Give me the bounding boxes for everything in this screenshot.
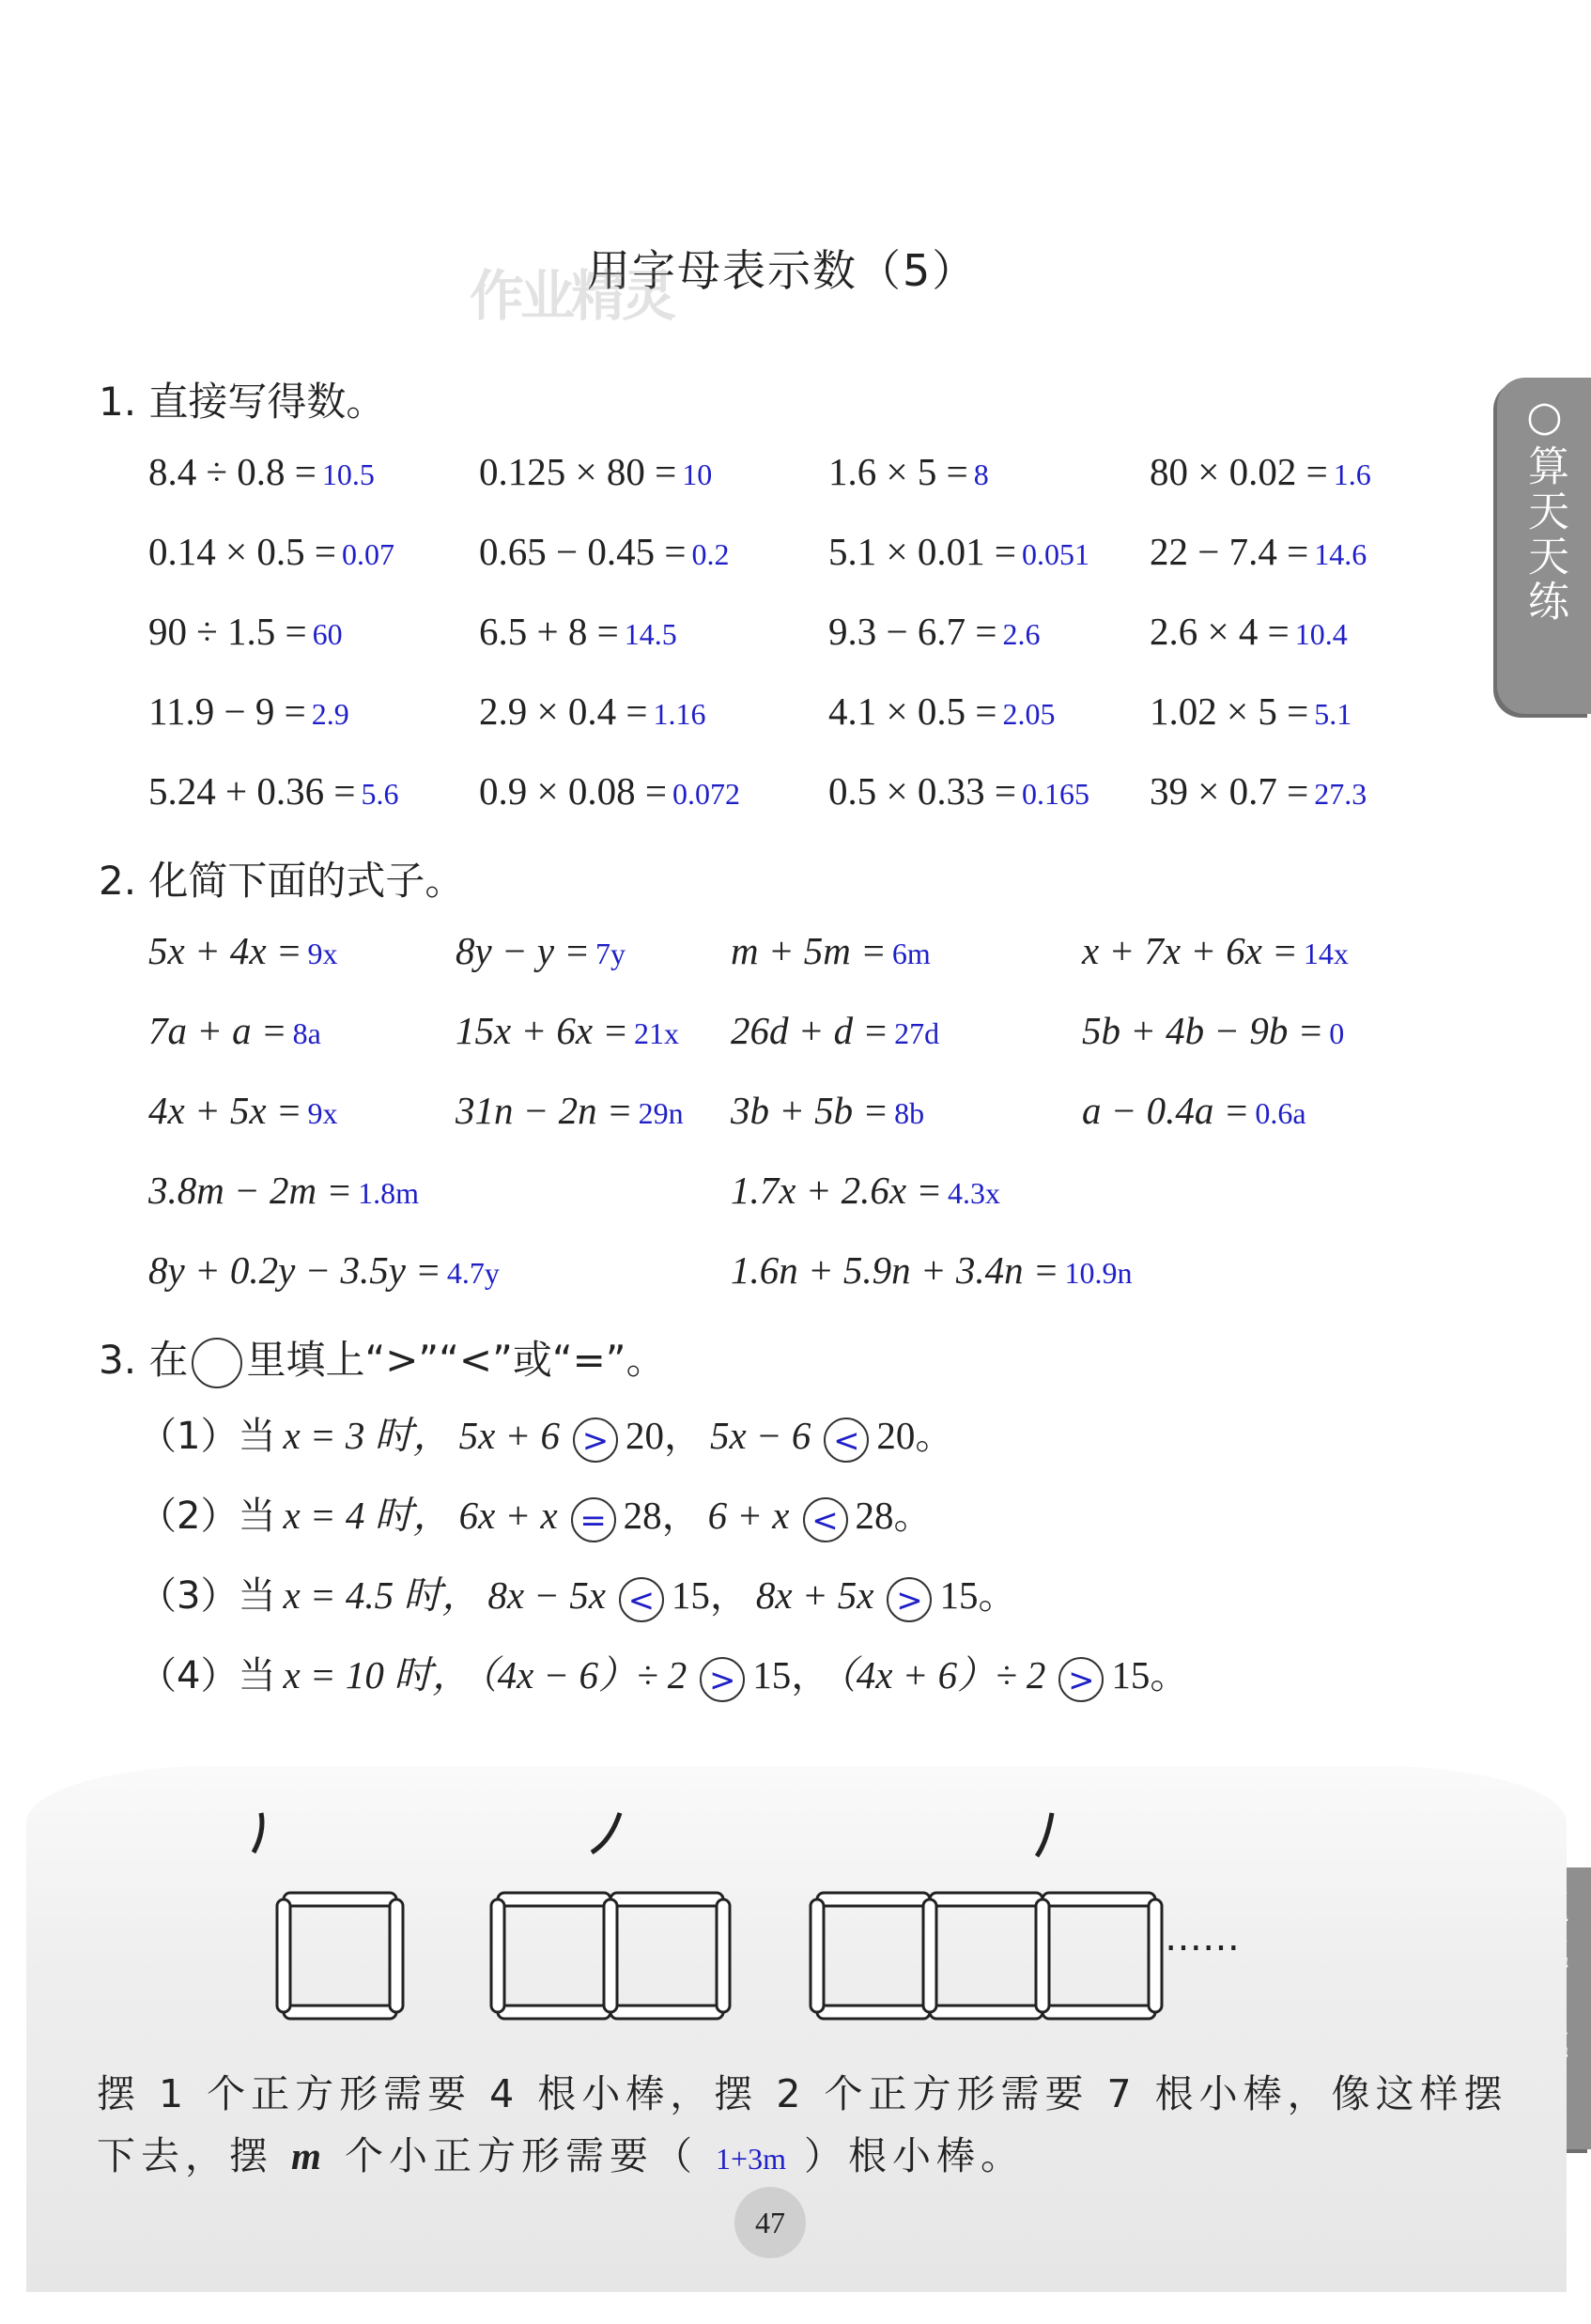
answer[interactable]: 10.9n	[1064, 1256, 1133, 1290]
simplify-item	[731, 928, 931, 973]
expression: 11.9 − 9 =	[148, 689, 306, 733]
simplify-item	[731, 1247, 1133, 1293]
answer[interactable]: 14x	[1303, 937, 1349, 970]
simplify-item	[456, 1088, 684, 1133]
answer[interactable]: 29n	[638, 1096, 684, 1130]
answer[interactable]: 8a	[292, 1016, 321, 1050]
stick	[817, 1893, 930, 1906]
text: 下去，摆	[97, 2133, 273, 2178]
calc-item	[479, 529, 730, 574]
calc-item	[148, 449, 375, 494]
answer[interactable]: 9x	[307, 937, 338, 970]
answer[interactable]: 27d	[894, 1016, 940, 1050]
expression: 0.14 × 0.5 =	[148, 530, 336, 573]
left-expression: 6 + x	[707, 1494, 790, 1537]
simplify-item	[731, 1008, 939, 1053]
stick	[930, 2006, 1043, 2019]
section-heading: 1. 直接写得数。	[99, 379, 386, 425]
expression: 4x + 5x =	[148, 1089, 302, 1132]
stick	[1043, 2006, 1155, 2019]
answer[interactable]: 5.6	[361, 777, 399, 811]
answer[interactable]: 1.16	[653, 697, 706, 731]
stick	[491, 1899, 504, 2012]
answer[interactable]: 0	[1329, 1016, 1345, 1050]
stick	[1149, 1899, 1162, 2012]
expression: 22 − 7.4 =	[1150, 530, 1309, 573]
simplify-item	[456, 928, 626, 973]
answer[interactable]: 8b	[894, 1096, 925, 1130]
answer[interactable]: 9x	[307, 1096, 338, 1130]
simplify-item	[148, 928, 337, 973]
expression: 80 × 0.02 =	[1150, 450, 1328, 493]
stick	[498, 1893, 610, 1906]
calc-item	[828, 529, 1089, 574]
answer[interactable]: 1.6	[1333, 457, 1371, 491]
simplify-item	[148, 1008, 321, 1053]
compare-item	[139, 1484, 940, 1542]
expression: 6.5 + 8 =	[479, 610, 619, 653]
answer[interactable]: 7y	[595, 937, 626, 970]
calc-item	[1150, 529, 1367, 574]
expression: 1.6 × 5 =	[828, 450, 968, 493]
right-value: 15。	[939, 1573, 1017, 1617]
stroke-mark	[1037, 1813, 1052, 1856]
left-expression: 5x + 6	[458, 1414, 560, 1457]
expression: 15x + 6x =	[456, 1009, 628, 1052]
right-value: 15，	[671, 1573, 749, 1617]
challenge-line-1: 摆 1 个正方形需要 4 根小棒，摆 2 个正方形需要 7 根小棒，像这样摆	[97, 2071, 1508, 2116]
calc-item	[1150, 609, 1348, 654]
variable: m	[291, 2134, 327, 2177]
answer[interactable]: 60	[312, 617, 343, 651]
watermark: 作业精灵	[470, 264, 673, 328]
right-value: 28，	[623, 1494, 701, 1537]
condition: x = 10 时，	[283, 1653, 471, 1697]
side-tab-label: ○算天天练	[1521, 393, 1568, 625]
item-label: （4）当	[139, 1654, 276, 1697]
answer[interactable]: 21x	[633, 1016, 679, 1050]
expression: 31n − 2n =	[456, 1089, 633, 1132]
calc-item	[479, 689, 706, 734]
three-squares-figure	[811, 1893, 1162, 2019]
expression: 2.6 × 4 =	[1150, 610, 1290, 653]
answer[interactable]: 0.6a	[1255, 1096, 1306, 1130]
stick	[390, 1899, 403, 2012]
expression: x + 7x + 6x =	[1082, 929, 1298, 972]
stick	[1036, 1899, 1049, 2012]
challenge-line-2	[97, 2125, 1025, 2180]
stroke-mark	[254, 1813, 262, 1852]
answer[interactable]: 10.4	[1294, 617, 1348, 651]
expression: m + 5m =	[731, 929, 887, 972]
right-value: 15。	[1111, 1653, 1189, 1697]
expression: 5.24 + 0.36 =	[148, 769, 356, 813]
circle-placeholder	[192, 1338, 242, 1388]
section-heading	[99, 1329, 666, 1388]
compare-circle[interactable]: <	[824, 1418, 869, 1463]
compare-item	[139, 1564, 1024, 1622]
condition: x = 3 时，	[283, 1414, 452, 1457]
calc-item	[148, 768, 399, 813]
expression: 4.1 × 0.5 =	[828, 689, 997, 733]
item-label: （2）当	[139, 1495, 276, 1538]
page-title: 用字母表示数（5）	[587, 245, 978, 296]
expression: 1.7x + 2.6x =	[731, 1169, 942, 1212]
expression: 8y − y =	[456, 929, 590, 972]
decorative-strokes	[244, 1804, 1089, 1879]
stick	[811, 1899, 824, 2012]
heading-text: 3. 在	[99, 1337, 189, 1383]
expression: 39 × 0.7 =	[1150, 769, 1309, 813]
answer[interactable]: 14.6	[1314, 537, 1367, 571]
calc-item	[479, 449, 712, 494]
heading-text: 里填上“>”“<”或“=”。	[246, 1337, 666, 1383]
expression: 90 ÷ 1.5 =	[148, 610, 307, 653]
compare-item	[139, 1644, 1196, 1702]
answer[interactable]: 0.072	[672, 777, 740, 811]
calc-item	[828, 768, 1089, 813]
simplify-item	[1082, 1088, 1306, 1133]
compare-circle[interactable]: <	[803, 1497, 848, 1542]
answer[interactable]: 10	[682, 457, 713, 491]
side-tab-daily-practice[interactable]	[1497, 378, 1591, 714]
calc-item	[828, 449, 989, 494]
answer[interactable]: 0.07	[342, 537, 394, 571]
two-squares-figure	[491, 1893, 730, 2019]
right-value: 20，	[625, 1414, 703, 1457]
stick	[284, 1893, 396, 1906]
simplify-item	[1082, 928, 1349, 973]
text: ）根小棒。	[804, 2133, 1026, 2178]
calc-item	[479, 768, 740, 813]
continuation-ellipsis: ……	[1165, 1916, 1240, 1960]
right-value: 15，	[752, 1653, 830, 1697]
left-expression: （4x + 6）÷ 2	[837, 1653, 1046, 1697]
stick	[284, 2006, 396, 2019]
compare-circle[interactable]: >	[887, 1577, 932, 1622]
answer[interactable]: 4.7y	[446, 1256, 500, 1290]
stick	[930, 1893, 1043, 1906]
simplify-item	[731, 1088, 924, 1133]
calc-item	[1150, 449, 1371, 494]
condition: x = 4.5 时，	[283, 1573, 481, 1617]
right-value: 28。	[855, 1494, 933, 1537]
expression: 5b + 4b − 9b =	[1082, 1009, 1324, 1052]
compare-circle[interactable]: >	[573, 1418, 618, 1463]
calc-item	[479, 609, 677, 654]
stick	[610, 1893, 723, 1906]
answer[interactable]: 10.5	[321, 457, 375, 491]
stick	[498, 2006, 610, 2019]
stick	[1043, 1893, 1155, 1906]
simplify-item	[148, 1247, 500, 1293]
item-label: （1）当	[139, 1415, 276, 1458]
expression: 8.4 ÷ 0.8 =	[148, 450, 317, 493]
calc-item	[148, 689, 349, 734]
calc-item	[828, 689, 1056, 734]
expression: 9.3 − 6.7 =	[828, 610, 997, 653]
stick	[604, 1899, 617, 2012]
right-value: 20。	[876, 1414, 954, 1457]
left-expression: 6x + x	[458, 1494, 558, 1537]
compare-circle[interactable]: >	[1058, 1657, 1104, 1702]
condition: x = 4 时，	[283, 1494, 452, 1537]
calc-item	[1150, 689, 1352, 734]
answer[interactable]: 1.8m	[358, 1176, 419, 1210]
expression: 0.9 × 0.08 =	[479, 769, 667, 813]
answer[interactable]: 2.6	[1002, 617, 1041, 651]
answer[interactable]: 0.165	[1022, 777, 1089, 811]
calc-item	[148, 609, 343, 654]
section-heading: 2. 化简下面的式子。	[99, 858, 465, 904]
expression: 26d + d =	[731, 1009, 889, 1052]
item-label: （3）当	[139, 1574, 276, 1618]
expression: 8y + 0.2y − 3.5y =	[148, 1248, 441, 1292]
expression: a − 0.4a =	[1082, 1089, 1250, 1132]
expression: 3.8m − 2m =	[148, 1169, 353, 1212]
compare-circle[interactable]: =	[571, 1497, 616, 1542]
stick	[923, 1899, 936, 2012]
left-expression: 8x + 5x	[755, 1573, 874, 1617]
calc-item	[1150, 768, 1367, 813]
expression: 7a + a =	[148, 1009, 287, 1052]
answer[interactable]: 27.3	[1314, 777, 1367, 811]
stroke-mark	[592, 1813, 620, 1852]
simplify-item	[456, 1008, 679, 1053]
simplify-item	[148, 1088, 337, 1133]
calc-item	[828, 609, 1041, 654]
stick	[277, 1899, 290, 2012]
stick	[817, 2006, 930, 2019]
expression: 1.6n + 5.9n + 3.4n =	[731, 1248, 1059, 1292]
simplify-item	[731, 1168, 1000, 1213]
answer[interactable]: 0.2	[691, 537, 730, 571]
expression: 5.1 × 0.01 =	[828, 530, 1016, 573]
answer[interactable]: 5.1	[1314, 697, 1352, 731]
simplify-item	[1082, 1008, 1344, 1053]
text: 个小正方形需要（	[345, 2133, 698, 2178]
expression: 0.5 × 0.33 =	[828, 769, 1016, 813]
compare-circle[interactable]: <	[619, 1577, 664, 1622]
compare-item	[139, 1404, 961, 1463]
answer[interactable]: 14.5	[624, 617, 677, 651]
calc-item	[148, 529, 394, 574]
answer[interactable]: 4.3x	[947, 1176, 1000, 1210]
left-expression: （4x − 6）÷ 2	[478, 1653, 687, 1697]
compare-circle[interactable]: >	[700, 1657, 745, 1702]
stick	[610, 2006, 723, 2019]
expression: 2.9 × 0.4 =	[479, 689, 648, 733]
answer[interactable]: 2.9	[311, 697, 349, 731]
answer[interactable]: 8	[973, 457, 989, 491]
expression: 0.65 − 0.45 =	[479, 530, 687, 573]
one-square-figure	[277, 1893, 403, 2019]
expression: 3b + 5b =	[731, 1089, 889, 1132]
left-expression: 8x − 5x	[487, 1573, 606, 1617]
answer-blank[interactable]: 1+3m	[716, 2142, 786, 2176]
page-number: 47	[734, 2187, 806, 2258]
stick	[717, 1899, 730, 2012]
expression: 5x + 4x =	[148, 929, 302, 972]
answer[interactable]: 6m	[891, 937, 931, 970]
expression: 1.02 × 5 =	[1150, 689, 1309, 733]
expression: 0.125 × 80 =	[479, 450, 677, 493]
answer[interactable]: 2.05	[1002, 697, 1056, 731]
answer[interactable]: 0.051	[1022, 537, 1089, 571]
simplify-item	[148, 1168, 419, 1213]
left-expression: 5x − 6	[709, 1414, 811, 1457]
